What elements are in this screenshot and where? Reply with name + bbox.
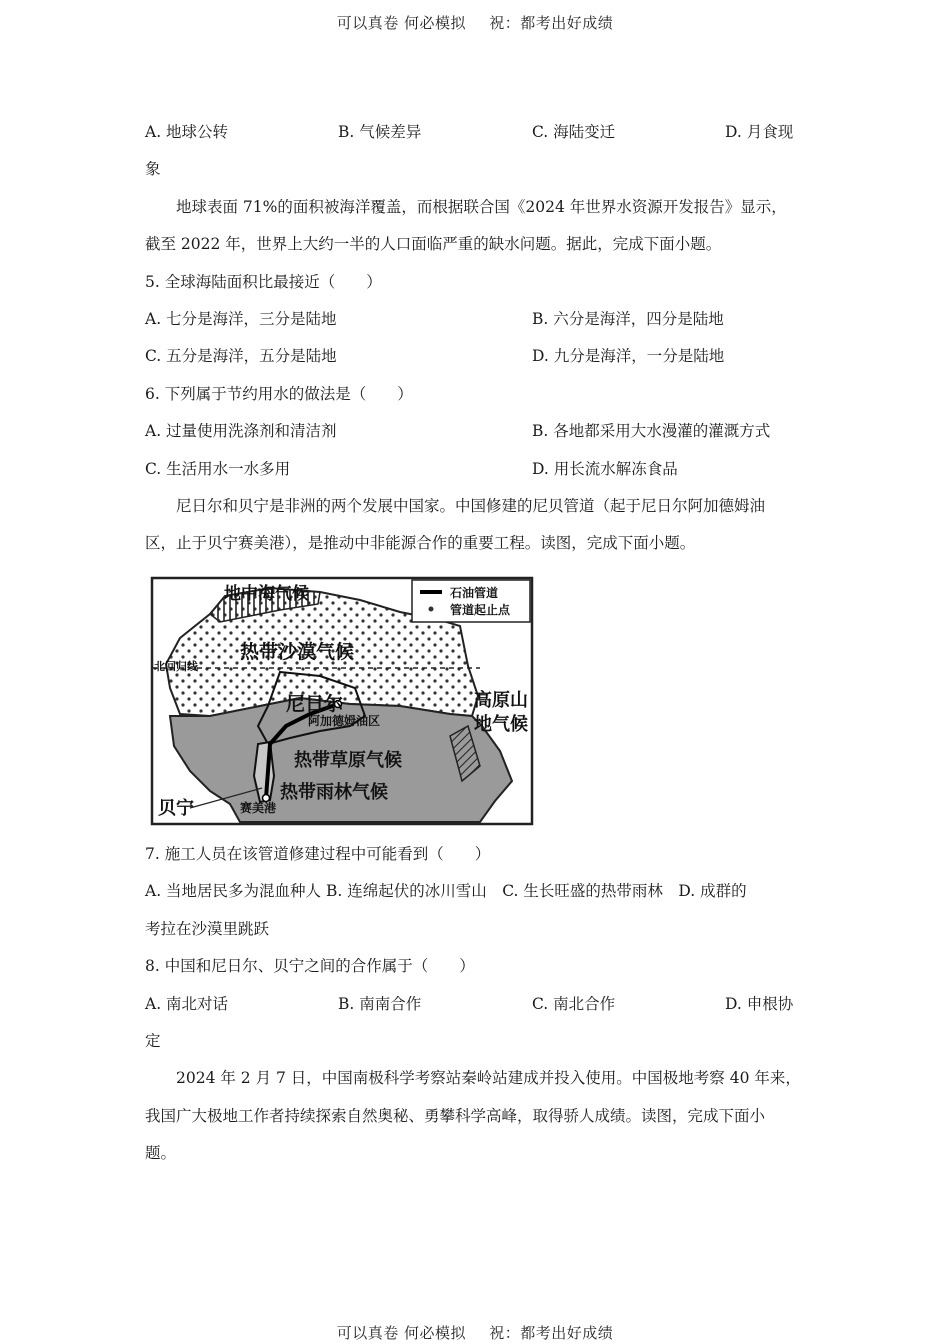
q7-stem: 7. 施工人员在该管道修建过程中可能看到（ ） [145, 845, 491, 863]
q8-option-b: B. 南南合作 [338, 994, 422, 1013]
q4-option-d: D. 月食现 [725, 123, 794, 141]
label-highland-2: 地气候 [474, 714, 528, 735]
label-desert: 热带沙漠气候 [240, 641, 355, 663]
q8-options [145, 986, 807, 1023]
footer-text-3: 祝：都考出好成绩 [489, 1324, 614, 1342]
q4-option-a: A. 地球公转 [145, 123, 229, 141]
q5-option-c: C. 五分是海洋，五分是陆地 [145, 347, 337, 366]
map-svg [150, 576, 534, 826]
passage3-line-2: 我国广大极地工作者持续探索自然奥秘、勇攀科学高峰，取得骄人成绩。读图，完成下面小 [145, 1106, 766, 1125]
q8-option-d: D. 申根协 [725, 994, 794, 1013]
q4-option-b: B. 气候差异 [338, 123, 422, 141]
q7-wrap: 考拉在沙漠里跳跃 [145, 919, 270, 938]
legend-pipeline-label: 石油管道 [450, 586, 499, 600]
label-agadem: 阿加德姆油区 [308, 714, 381, 728]
page-header [0, 12, 950, 33]
passage3-line-3: 题。 [145, 1144, 177, 1163]
q8-option-a: A. 南北对话 [145, 994, 229, 1013]
passage3-line-1: 2024 年 2 月 7 日，中国南极科学考察站秦岭站建成并投入使用。中国极地考察 40 年来， [176, 1069, 801, 1088]
header-text-1: 可以真卷 [336, 14, 399, 32]
q4-option-c: C. 海陆变迁 [532, 123, 616, 141]
header-text-3: 祝：都考出好成绩 [489, 14, 614, 32]
q4-options [145, 114, 807, 151]
label-rainforest: 热带雨林气候 [280, 782, 388, 803]
label-mediterranean: 地中海气候 [224, 584, 309, 604]
q7-options: A. 当地居民多为混血种人 B. 连绵起伏的冰川雪山 C. 生长旺盛的热带雨林 D. 成群的 [145, 882, 747, 901]
passage1-line-1: 地球表面 71%的面积被海洋覆盖，而根据联合国《2024 年世界水资源开发报告》显示， [176, 197, 787, 216]
q6-option-d: D. 用长流水解冻食品 [532, 459, 678, 478]
legend-point-swatch [429, 607, 434, 612]
q5-stem: 5. 全球海陆面积比最接近（ ） [145, 272, 382, 291]
label-port: 赛美港 [240, 801, 277, 815]
q5-option-a: A. 七分是海洋，三分是陆地 [145, 309, 337, 328]
q6-option-b: B. 各地都采用大水漫灌的灌溉方式 [532, 422, 771, 441]
exam-content [145, 114, 807, 563]
page-footer [0, 1322, 950, 1343]
q5-options-row-2 [145, 338, 807, 375]
q5-option-d: D. 九分是海洋，一分是陆地 [532, 347, 725, 366]
footer-text-1: 可以真卷 [336, 1324, 399, 1342]
q6-options-row-2 [145, 451, 807, 488]
q8-wrap: 定 [145, 1031, 161, 1050]
q6-option-c: C. 生活用水一水多用 [145, 459, 291, 478]
exam-content-lower [145, 836, 807, 1173]
q4-wrap: 象 [145, 160, 161, 179]
passage2-line-1: 尼日尔和贝宁是非洲的两个发展中国家。中国修建的尼贝管道（起于尼日尔阿加德姆油 [176, 496, 766, 515]
label-highland-1: 高原山 [474, 690, 528, 711]
label-savanna: 热带草原气候 [294, 750, 402, 771]
africa-climate-map [150, 576, 534, 826]
q8-option-c: C. 南北合作 [532, 994, 616, 1013]
q5-options-row-1 [145, 301, 807, 338]
footer-text-2: 何必模拟 [403, 1324, 466, 1342]
q8-stem: 8. 中国和尼日尔、贝宁之间的合作属于（ ） [145, 957, 475, 976]
label-tropic: 北回归线 [154, 660, 198, 673]
passage2-line-2: 区，止于贝宁赛美港），是推动中非能源合作的重要工程。读图，完成下面小题。 [145, 534, 696, 553]
label-niger: 尼日尔 [286, 693, 344, 715]
passage1-line-2: 截至 2022 年，世界上大约一半的人口面临严重的缺水问题。据此，完成下面小题。 [145, 235, 722, 254]
q6-options-row-1 [145, 413, 807, 450]
q6-option-a: A. 过量使用洗涤剂和清洁剂 [145, 422, 337, 441]
legend-point-label: 管道起止点 [450, 603, 511, 617]
header-text-2: 何必模拟 [403, 14, 466, 32]
q6-stem: 6. 下列属于节约用水的做法是（ ） [145, 384, 413, 403]
q5-option-b: B. 六分是海洋，四分是陆地 [532, 309, 724, 328]
label-benin: 贝宁 [158, 798, 194, 819]
